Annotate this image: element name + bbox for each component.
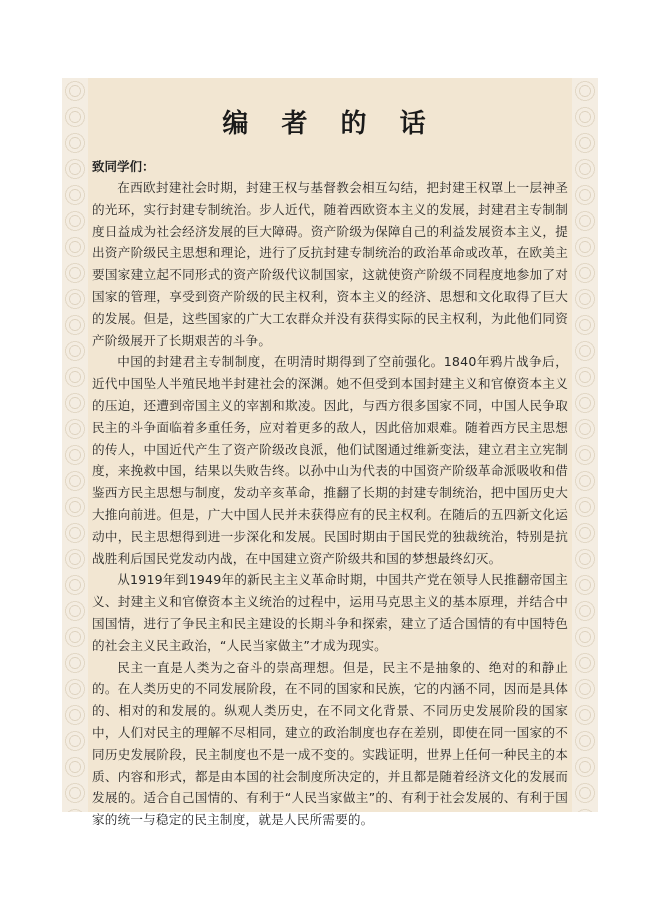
ornamental-border-right (572, 78, 598, 812)
greeting: 致同学们： (92, 159, 155, 174)
page-title: 编 者 的 话 (222, 109, 438, 139)
parchment-page (70, 78, 590, 828)
paragraph-3: 从1919年到1949年的新民主主义革命时期，中国共产党在领导人民推翻帝国主义、封建主义和官僚资本主义统治的过程中，运用马克思主义的基本原理，并结合中国国情，进行了争民主和民主建设的长期斗争和探索，建立了适合国情的有中国特色的社会主义民主政治，“人民当家做主”才成为现实。 (92, 572, 568, 653)
paragraph-4: 民主一直是人类为之奋斗的崇高理想。但是，民主不是抽象的、绝对的和静止的。在人类历史的不同发展阶段，在不同的国家和民族，它的内涵不同，因而是具体的、相对的和发展的。纵观人类历史，在不同文化背景、不同历史发展阶段的国家中，人们对民主的理解不尽相同，建立的政治制度也存在差别，即使在同一国家的不同历史发展阶段，民主制度也不是一成不变的。实践证明，世界上任何一种民主的本质、内容和形式，都是由本国的社会制度所决定的，并且都是随着经济文化的发展而发展的。适合自己国情的、有利于“人民当家做主”的、有利于社会发展的、有利于国家的统一与稳定的民主制度，就是人民所需要的。 (92, 659, 568, 828)
paragraph-2: 中国的封建君主专制制度，在明清时期得到了空前强化。1840年鸦片战争后，近代中国坠人半殖民地半封建社会的深渊。她不但受到本国封建主义和官僚资本主义的压迫，还遭到帝国主义的宰割和欺凌。因此，与西方很多国家不同，中国人民争取民主的斗争面临着多重任务，应对着更多的敌人，因此倍加艰难。随着西方民主思想的传人，中国近代产生了资产阶级改良派，他们试图通过维新变法，建立君主立宪制度，来挽救中国，结果以失败告终。以孙中山为代表的中国资产阶级革命派吸收和借鉴西方民主思想与制度，发动辛亥革命，推翻了长期的封建专制统治，把中国历史大大推向前进。但是，广大中国人民并未获得应有的民主权利。在随后的五四新文化运动中，民主思想得到进一步深化和发展。民国时期由于国民党的独裁统治，特别是抗战胜利后国民党发动内战，在中国建立资产阶级共和国的梦想最终幻灭。 (92, 354, 568, 566)
page-content (92, 78, 568, 828)
ornamental-border-left (62, 78, 88, 812)
paragraph-1: 在西欧封建社会时期，封建王权与基督教会相互勾结，把封建王权罩上一层神圣的光环，实行封建专制统治。步人近代，随着西欧资本主义的发展，封建君主专制制度日益成为社会经济发展的巨大障碍。资产阶级为保障自己的利益发展资本主义，提出资产阶级民主思想和理论，进行了反抗封建专制统治的政治革命或改革，在欧美主要国家建立起不同形式的资产阶级代议制国家，这就使资产阶级不同程度地参加了对国家的管理，享受到资产阶级的民主权利，资本主义的经济、思想和文化取得了巨大的发展。但是，这些国家的广大工农群众并没有获得实际的民主权利，为此他们同资产阶级展开了长期艰苦的斗争。 (92, 180, 568, 348)
